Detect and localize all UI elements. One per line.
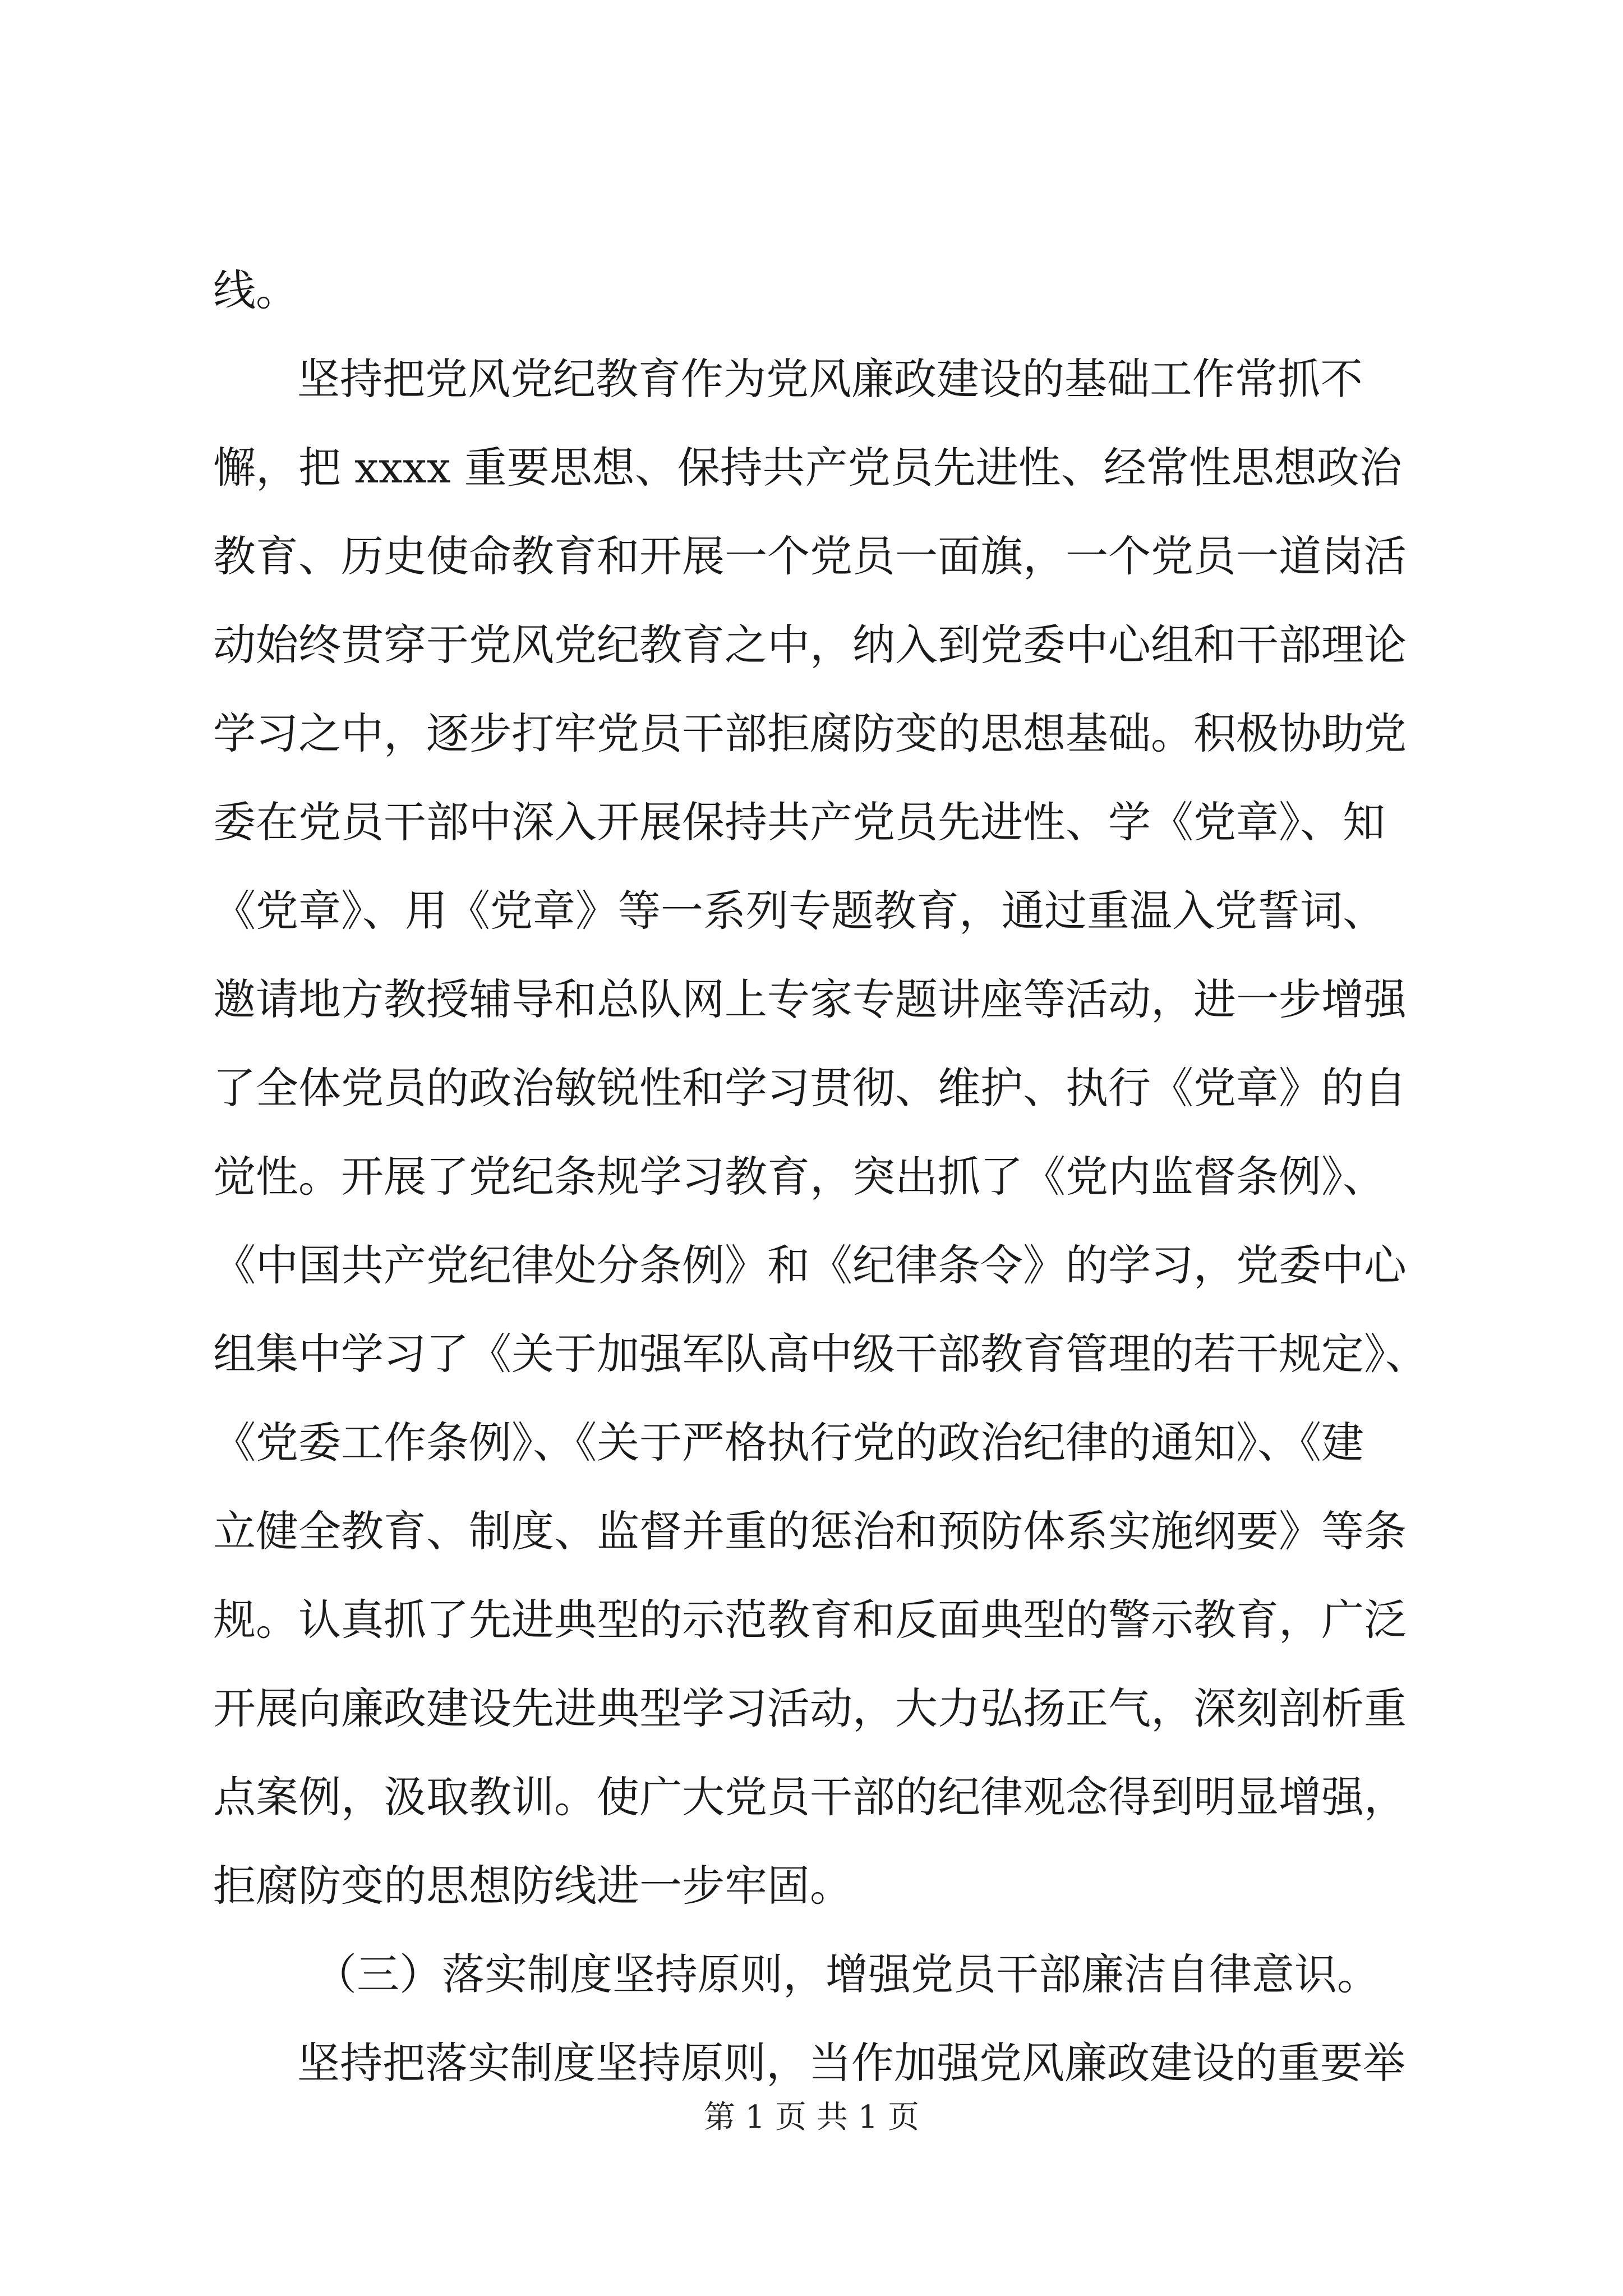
- section-heading: （三）落实制度坚持原则，增强党员干部廉洁自律意识。: [314, 1949, 1380, 1999]
- text-line: 《党章》、用《党章》等一系列专题教育，通过重温入党誓词、: [213, 886, 1385, 936]
- text-line: 教育、历史使命教育和开展一个党员一面旗，一个党员一道岗活: [213, 531, 1407, 581]
- text-line: 立健全教育、制度、监督并重的惩治和预防体系实施纲要》等条: [213, 1506, 1407, 1556]
- page-footer: 第 1 页 共 1 页: [703, 2099, 920, 2136]
- text-line: 《中国共产党纪律处分条例》和《纪律条令》的学习，党委中心: [213, 1240, 1407, 1290]
- text-line: 线。: [213, 265, 298, 315]
- text-line: 开展向廉政建设先进典型学习活动，大力弘扬正气，深刻剖析重: [213, 1683, 1407, 1733]
- text-line: 邀请地方教授辅导和总队网上专家专题讲座等活动，进一步增强: [213, 974, 1407, 1024]
- text-line: 点案例，汲取教训。使广大党员干部的纪律观念得到明显增强，: [213, 1772, 1407, 1822]
- text-line: 组集中学习了《关于加强军队高中级干部教育管理的若干规定》、: [213, 1329, 1428, 1379]
- text-line: 学习之中，逐步打牢党员干部拒腐防变的思想基础。积极协助党: [213, 708, 1407, 758]
- text-line: 动始终贯穿于党风党纪教育之中，纳入到党委中心组和干部理论: [213, 620, 1407, 670]
- paragraph-start-line: 坚持把落实制度坚持原则，当作加强党风廉政建设的重要举: [297, 2038, 1405, 2088]
- text-line: 懈，把 xxxx 重要思想、保持共产党员先进性、经常性思想政治: [213, 443, 1402, 493]
- paragraph-start-line: 坚持把党风党纪教育作为党风廉政建设的基础工作常抓不: [297, 354, 1363, 404]
- text-line: 规。认真抓了先进典型的示范教育和反面典型的警示教育，广泛: [213, 1595, 1407, 1645]
- text-line: 觉性。开展了党纪条规学习教育，突出抓了《党内监督条例》、: [213, 1152, 1385, 1202]
- text-line: 拒腐防变的思想防线进一步牢固。: [213, 1861, 852, 1911]
- text-line: 《党委工作条例》、《关于严格执行党的政治纪律的通知》、《建: [213, 1418, 1364, 1467]
- text-line: 委在党员干部中深入开展保持共产党员先进性、学《党章》、知: [213, 797, 1385, 847]
- text-line: 了全体党员的政治敏锐性和学习贯彻、维护、执行《党章》的自: [213, 1063, 1407, 1113]
